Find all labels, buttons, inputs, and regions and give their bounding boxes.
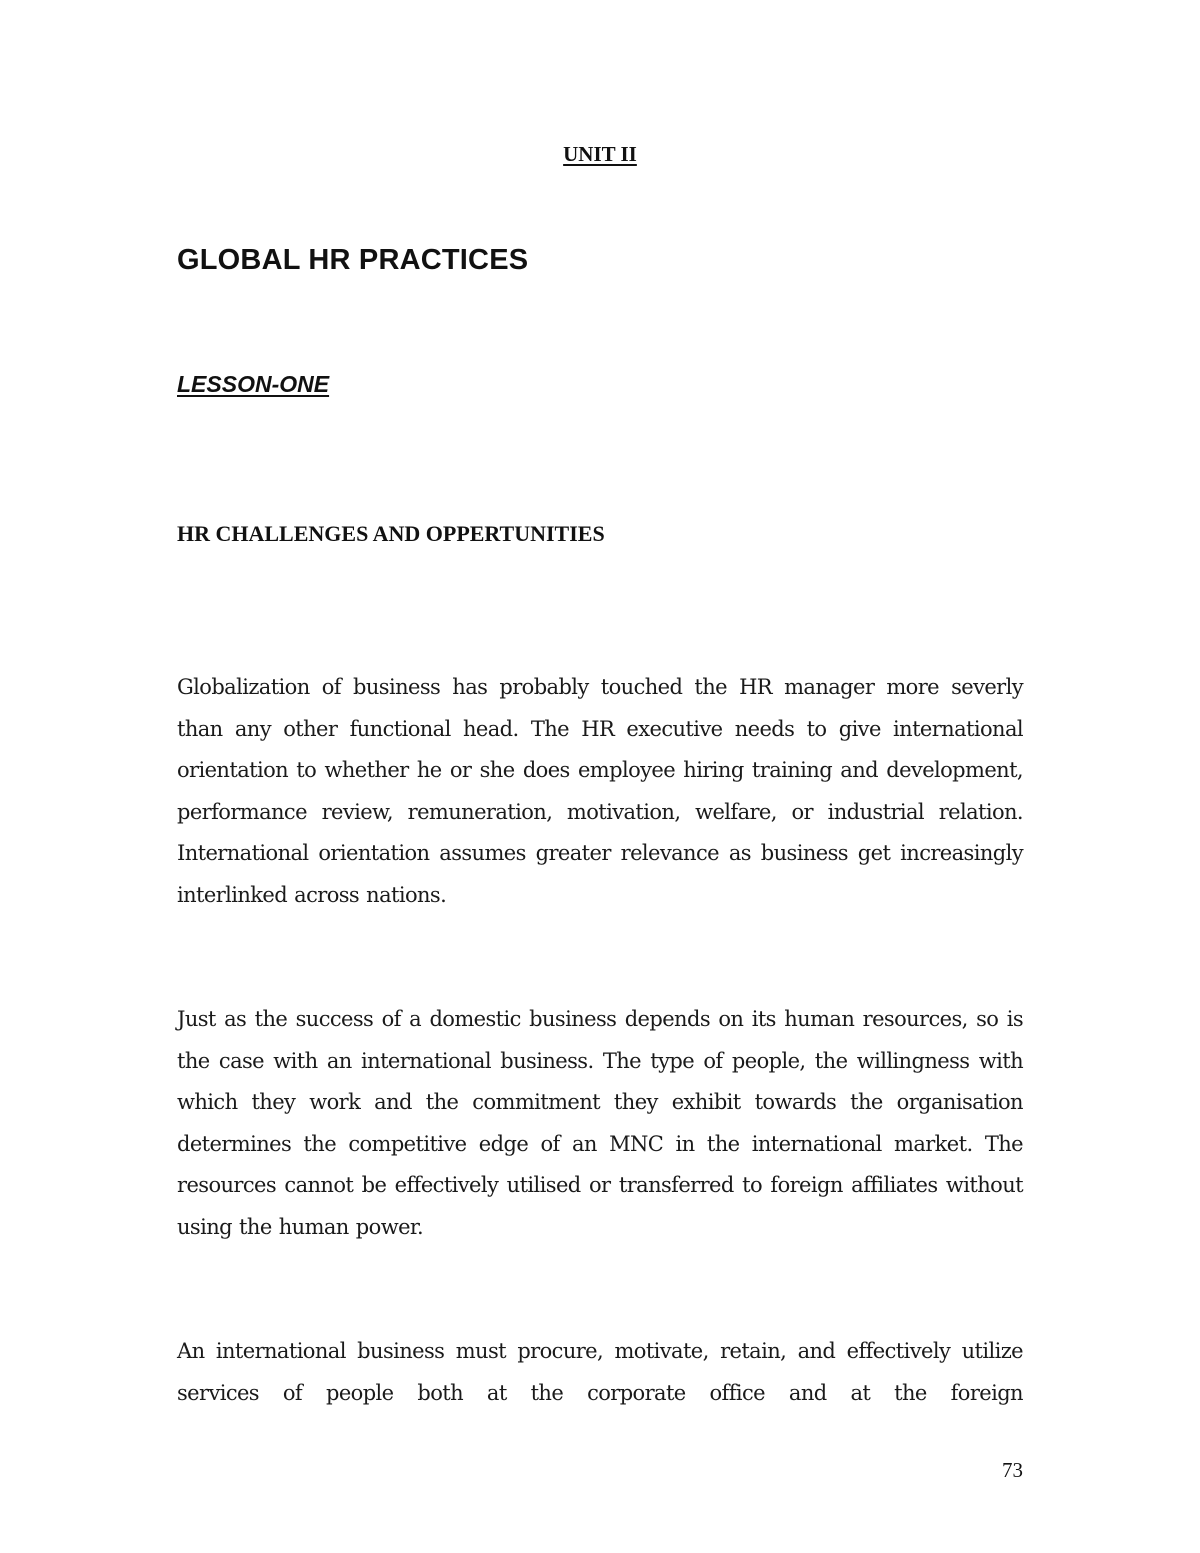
lesson-label: LESSON-ONE: [177, 371, 330, 397]
paragraph-2: Just as the success of a domestic business depends on its human resources, so is the case with an international business. The type of people, the willingness with which they work and the commitment they exhibit towards the organisation determines the competitive edge of an MNC in the international market. The resources cannot be effectively utilised or transferred to foreign affiliates without using the human power.: [177, 1007, 1023, 1239]
unit-label: UNIT II: [563, 142, 637, 166]
section-heading: HR CHALLENGES AND OPPERTUNITIES: [177, 521, 605, 546]
page-number: 73: [1002, 1458, 1023, 1482]
page-title: GLOBAL HR PRACTICES: [177, 244, 529, 276]
paragraph-1: Globalization of business has probably touched the HR manager more severly than any other functional head. The HR executive needs to give international orientation to whether he or she does employee hiring training and development, performance review, remuneration, motivation, welfare, or industrial relation. International orientation assumes greater relevance as business get increasingly interlinked across nations.: [177, 675, 1023, 907]
paragraph-3: An international business must procure, motivate, retain, and effectively utilize services of people both at the corporate office and at the foreign: [177, 1339, 1023, 1405]
